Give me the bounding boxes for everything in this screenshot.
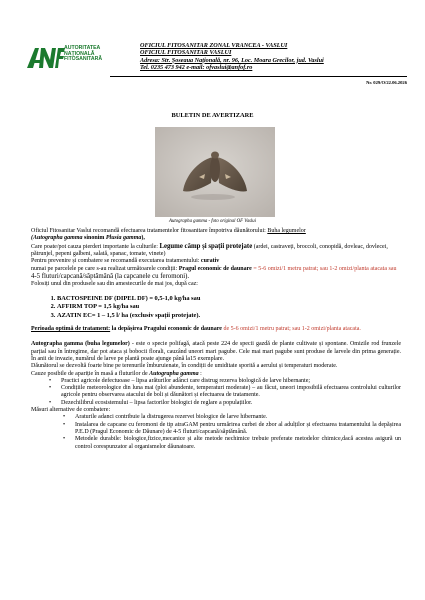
header-divider (110, 76, 407, 77)
alternative-item: • Araturile adanci contribuie la distrugerea rezervei biologice de larve hibernante. (75, 414, 401, 421)
threshold-conditions: numai pe parcelele pe care s-au realizat următoarele condiții: Pragul economic de daunare = 5-6 omizi/1 metru patrat; sau 1-2 omizi/planta atacata sau 4-5 fluturi/capcană/săptămână (la capcanele cu feromoni). (31, 265, 397, 280)
product-item: 3. AZATIN EC= 1 – 1,5 l/ ha (exclusiv spații protejate). (57, 312, 401, 320)
cause-item: • Condițiile meteorologice din luna mai (ploi abundente, temperaturi moderate) – au făcut, uneori imposibilă efectuarea controlului culturilor agricole pentru observarea atacului de boli și dăunători și efectuarea de tratamente. (61, 385, 401, 400)
bulletin-body (31, 228, 401, 451)
anf-logo-icon (25, 44, 65, 70)
document-number: Nr. 029/O/22.06.2026 (366, 80, 407, 85)
office-address: Adresa: Str. Șoseaua Națională, nr. 96, Loc. Moara Grecilor, jud. Vaslui (140, 56, 324, 64)
cause-item: • Dezechilibrul ecosistemului – lipsa factorilor biologici de reglare a populațiilor. (61, 400, 401, 407)
office-local: OFICIUL FITOSANITAR VASLUI (140, 49, 232, 57)
photo-caption: Autographa gamma - foto original OF Vaslui (169, 219, 256, 224)
anf-logo (22, 40, 142, 74)
intro-paragraph: Oficiul Fitosanitar Vaslui recomandă efectuarea tratamentelor fitosanitare împotriva dăunătorului: Buha legumelor (Autographa gamma sinonim Plusia gamma), (31, 228, 306, 242)
product-item: 1. BACTOSPEINE DF (DIPEL DF) = 0,5-1,0 kg/ha sau (57, 295, 401, 303)
moth-photo (155, 127, 275, 217)
pest-description: Autographa gamma (buha legumelor) - este o specie polifagă, atacă peste 224 de specii gazdă de plante cultivate și spontane. Omizile rod frunzele parțial sau în întregime, dar pot ataca și bobocii florali, cauzând uneori mari pagube. Cele mai mari pagube sunt produse de larvele din prima generație. În anii de invazie, numărul de larve pe plantă poate ajunge până la15 exemplare. (31, 341, 402, 362)
letterhead (22, 40, 407, 74)
office-zonal: OFICIUL FITOSANITAR ZONAL VRANCEA - VASLUI (140, 42, 288, 49)
office-contact (140, 42, 410, 71)
crops-paragraph: Care poate/pot cauza pierderi importante la culturile: Legume câmp și spații protejate (ardei, castraveți, broccoli, conopidă, dovleac, dovlecei, pătrunjel, pepeni galbeni, salată, spanac, tomate, vinete) (31, 242, 388, 257)
moth-image (155, 127, 275, 217)
alternatives-heading: Măsuri alternative de combatere: (31, 407, 111, 414)
optimal-period: Perioada optimă de tratament: la depășirea Pragului economic de daunare de 5-6 omizi/1 metru patrat; sau 1-2 omizi/planta atacata. (31, 325, 361, 332)
office-phone-email: Tel. 0235 473 942 e-mail: ofvaslui@anfof.ro (140, 63, 253, 71)
alternative-item: • Instalarea de capcane cu feromoni de tip atraGAM pentru urmărirea curbei de zbor al adulților și efectuarea tratamentului la depășirea P.E.D (Pragul Economic de Dăunare) de 4-5 fluturi/capcană/săptămână. (75, 422, 401, 437)
products-intro: Folosiți unul din produsele sau din amestecurile de mai jos, după caz: (31, 281, 198, 288)
alternatives-list (31, 414, 401, 451)
logo-wordmark: AUTORITATEA NAȚIONALĂ FITOSANITARĂ (64, 45, 103, 63)
product-item: 2. AFFIRM TOP = 1,5 kg/ha sau (57, 303, 401, 311)
cause-item: • Practici agricole defectuoase – lipsa arăturilor adânci care distrug rezerva biologică de larve hibernante; (61, 378, 401, 385)
alternative-item: • Metodele durabile: biologice,fizice,mecanice și alte metode nechimice trebuie preferate metodelor chimice,dacă acestea asigură un control corespunzator al organismelor dăunatoare. (75, 436, 401, 451)
treatment-type: Pentru prevenire și combatere se recomandă executarea tratamentului: curativ (31, 258, 220, 265)
causes-heading: Cauze posibile de apariție în masă a fluturilor de Autographa gamma : (31, 370, 202, 377)
causes-list (31, 378, 401, 407)
product-list (31, 295, 401, 320)
development-conditions: Dăunătorul se dezvoltă foarte bine pe terenurile îmburuienate, în condiții de umiditate sporită a aerului și temperaturi moderate. (31, 363, 338, 370)
bulletin-title: BULETIN DE AVERTIZARE (171, 112, 254, 119)
